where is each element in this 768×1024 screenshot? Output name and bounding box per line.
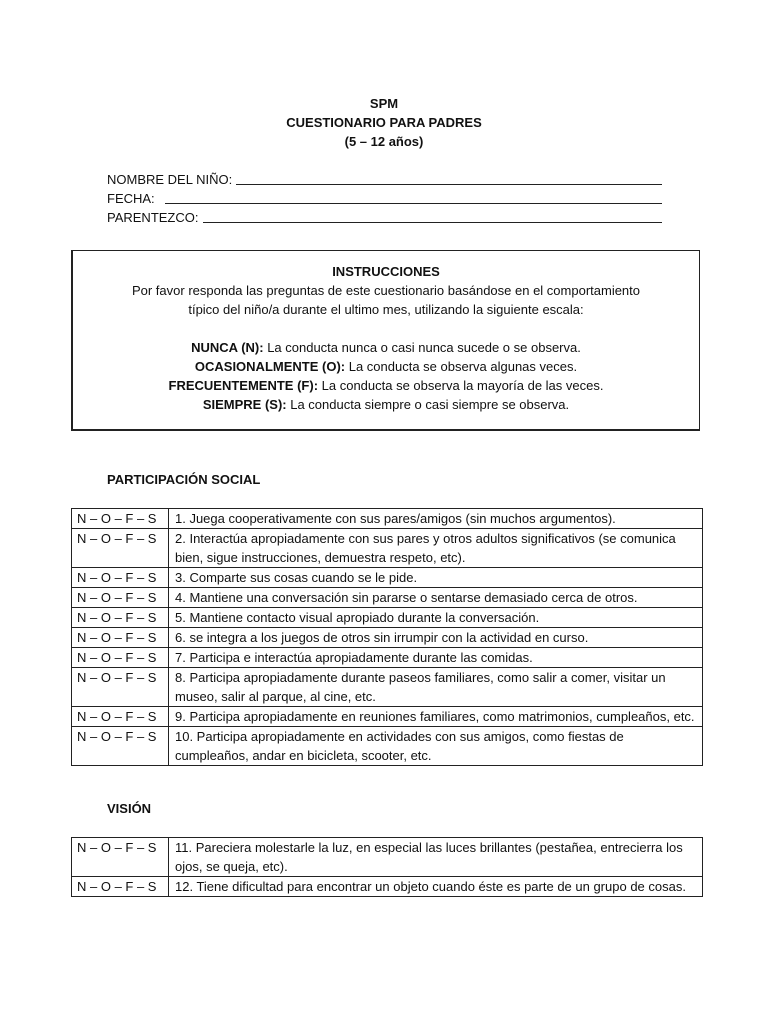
table-row: [72, 628, 703, 648]
rating-scale[interactable]: N – O – F – S: [72, 568, 169, 588]
table-row: [72, 608, 703, 628]
instructions-line-1: Por favor responda las preguntas de este cuestionario basándose en el comportamiento: [131, 283, 641, 298]
rating-scale[interactable]: N – O – F – S: [72, 838, 169, 877]
field-label: NOMBRE DEL NIÑO:: [107, 172, 233, 187]
scale-desc: La conducta siempre o casi siempre se observa.: [286, 397, 570, 412]
age-range: (5 – 12 años): [344, 134, 424, 149]
scale-key: FRECUENTEMENTE (F):: [168, 378, 319, 393]
section-title-vision: VISIÓN: [107, 801, 152, 816]
rating-scale[interactable]: N – O – F – S: [72, 608, 169, 628]
item-text: 2. Interactúa apropiadamente con sus pares y otros adultos significativos (se comunica bien, sigue instrucciones, demuestra respeto, etc).: [169, 529, 703, 568]
vision-table: [71, 837, 703, 897]
scale-occasionally: [73, 357, 699, 376]
item-text: 8. Participa apropiadamente durante paseos familiares, como salir a comer, visitar un museo, salir al parque, al cine, etc.: [169, 668, 703, 707]
rating-scale[interactable]: N – O – F – S: [72, 628, 169, 648]
item-text: 5. Mantiene contacto visual apropiado durante la conversación.: [169, 608, 703, 628]
scale-desc: La conducta se observa algunas veces.: [345, 359, 578, 374]
item-text: 7. Participa e interactúa apropiadamente durante las comidas.: [169, 648, 703, 668]
scale-never: [73, 338, 699, 357]
field-label: FECHA:: [107, 191, 155, 206]
table-row: [72, 648, 703, 668]
scale-frequently: [73, 376, 699, 395]
title-block: [0, 94, 768, 151]
table-row: [72, 529, 703, 568]
field-relationship[interactable]: [107, 208, 662, 227]
item-text: 11. Pareciera molestarle la luz, en especial las luces brillantes (pestañea, entrecierra los ojos, se queja, etc).: [169, 838, 703, 877]
instructions-heading: INSTRUCCIONES: [332, 264, 440, 279]
table-row: [72, 509, 703, 529]
instructions-line-2: típico del niño/a durante el ultimo mes, utilizando la siguiente escala:: [188, 302, 584, 317]
section-title-social: PARTICIPACIÓN SOCIAL: [107, 472, 261, 487]
field-label: PARENTEZCO:: [107, 210, 199, 225]
date-input-line[interactable]: [165, 202, 662, 204]
table-row: [72, 877, 703, 897]
field-child-name[interactable]: [107, 170, 662, 189]
field-date[interactable]: [107, 189, 662, 208]
table-row: [72, 707, 703, 727]
item-text: 4. Mantiene una conversación sin pararse o sentarse demasiado cerca de otros.: [169, 588, 703, 608]
rating-scale[interactable]: N – O – F – S: [72, 727, 169, 766]
scale-always: [73, 395, 699, 414]
item-text: 12. Tiene dificultad para encontrar un objeto cuando éste es parte de un grupo de cosas.: [169, 877, 703, 897]
rating-scale[interactable]: N – O – F – S: [72, 877, 169, 897]
instructions-box: [71, 250, 700, 431]
table-row: [72, 588, 703, 608]
scale-key: NUNCA (N):: [191, 340, 264, 355]
item-text: 9. Participa apropiadamente en reuniones familiares, como matrimonios, cumpleaños, etc.: [169, 707, 703, 727]
item-text: 10. Participa apropiadamente en actividades con sus amigos, como fiestas de cumpleaños, andar en bicicleta, scooter, etc.: [169, 727, 703, 766]
table-row: [72, 727, 703, 766]
scale-key: OCASIONALMENTE (O):: [194, 359, 346, 374]
scale-desc: La conducta se observa la mayoría de las veces.: [318, 378, 604, 393]
table-row: [72, 668, 703, 707]
child-name-input-line[interactable]: [236, 183, 662, 185]
rating-scale[interactable]: N – O – F – S: [72, 529, 169, 568]
document-subtitle: CUESTIONARIO PARA PADRES: [286, 115, 482, 130]
item-text: 3. Comparte sus cosas cuando se le pide.: [169, 568, 703, 588]
scale-desc: La conducta nunca o casi nunca sucede o se observa.: [263, 340, 581, 355]
rating-scale[interactable]: N – O – F – S: [72, 509, 169, 529]
rating-scale[interactable]: N – O – F – S: [72, 707, 169, 727]
table-row: [72, 838, 703, 877]
rating-scale[interactable]: N – O – F – S: [72, 588, 169, 608]
item-text: 6. se integra a los juegos de otros sin irrumpir con la actividad en curso.: [169, 628, 703, 648]
rating-scale[interactable]: N – O – F – S: [72, 668, 169, 707]
social-participation-table: [71, 508, 703, 766]
rating-scale[interactable]: N – O – F – S: [72, 648, 169, 668]
scale-key: SIEMPRE (S):: [202, 397, 287, 412]
relationship-input-line[interactable]: [203, 221, 663, 223]
table-row: [72, 568, 703, 588]
item-text: 1. Juega cooperativamente con sus pares/amigos (sin muchos argumentos).: [169, 509, 703, 529]
document-title: SPM: [369, 96, 399, 111]
form-fields: [107, 170, 662, 227]
